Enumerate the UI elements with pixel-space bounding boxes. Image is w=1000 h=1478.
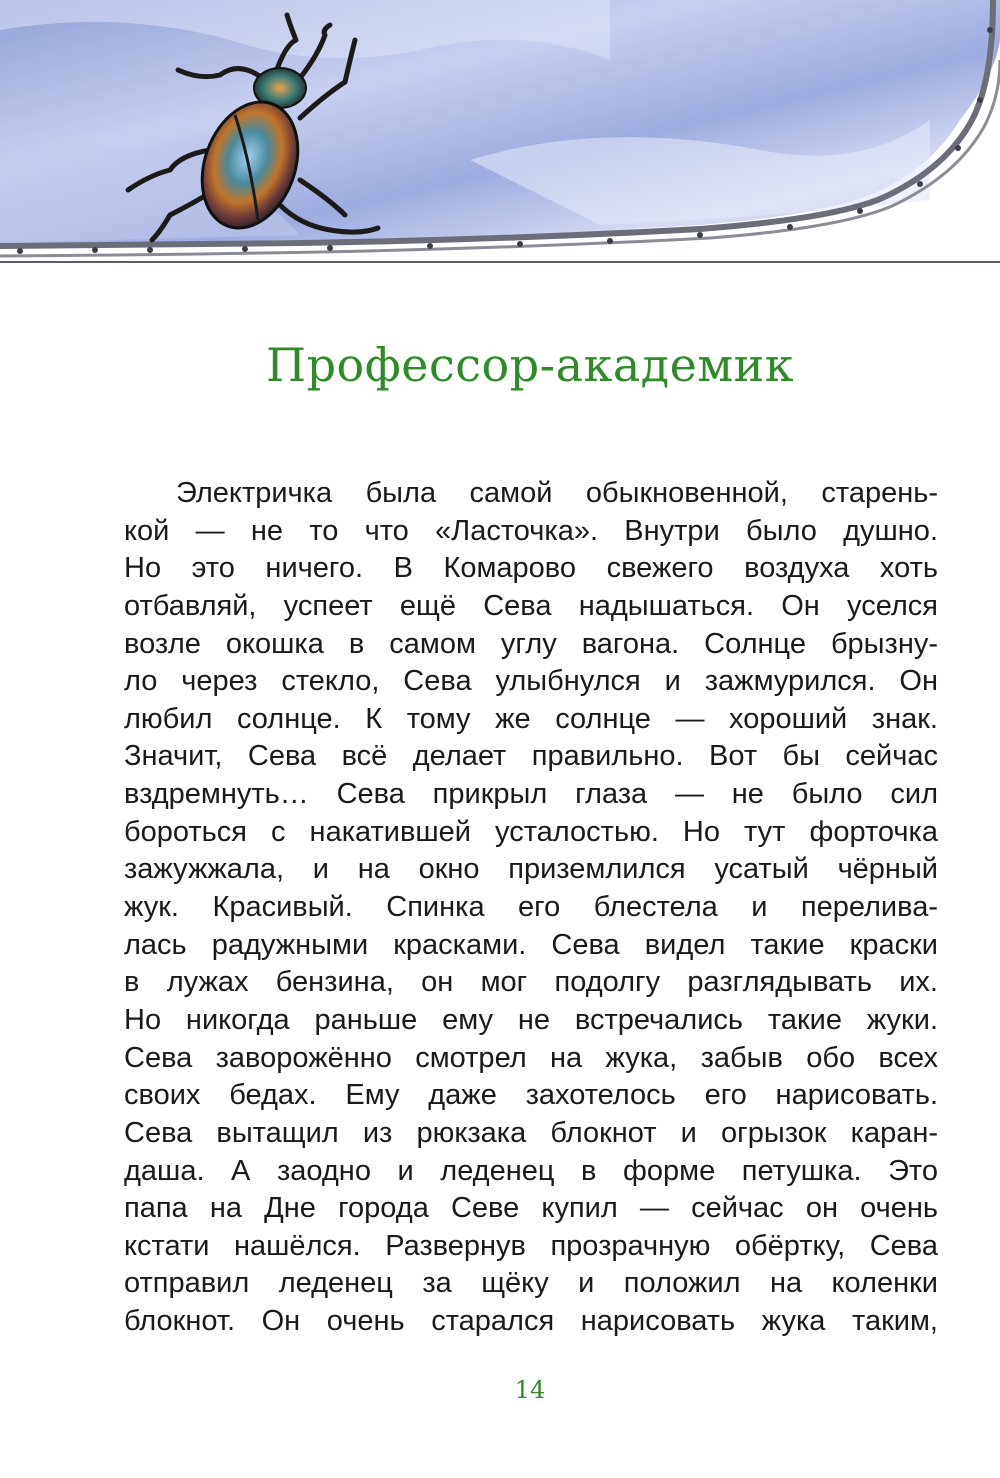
text-line: папа на Дне города Севе купил — сейчас он очень	[124, 1192, 938, 1225]
text-line: жук. Красивый. Спинка его блестела и перелива-	[124, 891, 938, 924]
text-line: даша. А заодно и леденец в форме петушка. Это	[124, 1154, 938, 1187]
text-line: Но это ничего. В Комарово свежего воздуха хоть	[124, 552, 938, 585]
text-line: в лужах бензина, он мог подолгу разглядывать их.	[124, 966, 938, 999]
text-line: ло через стекло, Сева улыбнулся и зажмурился. Он	[124, 665, 938, 698]
text-line: своих бедах. Ему даже захотелось его нарисовать.	[124, 1079, 938, 1112]
text-line: лась радужными красками. Сева видел такие краски	[124, 928, 938, 961]
text-line: Но никогда раньше ему не встречались такие жуки.	[124, 1003, 938, 1036]
text-line: кстати нашёлся. Развернув прозрачную обёртку, Сева	[124, 1229, 938, 1262]
text-line: возле окошка в самом углу вагона. Солнце брызну-	[124, 627, 938, 660]
page-number: 14	[514, 1376, 546, 1404]
text-line: Значит, Сева всё делает правильно. Вот бы сейчас	[124, 740, 938, 773]
chapter-title: Профессор-академик	[265, 338, 795, 392]
text-line: Сева вытащил из рюкзака блокнот и огрызок каран-	[124, 1116, 938, 1149]
text-line: вздремнуть… Сева прикрыл глаза — не было сил	[124, 778, 938, 811]
text-line: бороться с накатившей усталостью. Но тут форточка	[124, 815, 938, 848]
text-line: Сева заворожённо смотрел на жука, забыв обо всех	[124, 1041, 938, 1074]
text-line: кой — не то что «Ласточка». Внутри было душно.	[124, 514, 938, 547]
text-line: отбавляй, успеет ещё Сева надышаться. Он уселся	[124, 589, 938, 622]
text-line: блокнот. Он очень старался нарисовать жука таким,	[124, 1305, 938, 1338]
text-line: зажужжала, и на окно приземлился усатый чёрный	[124, 853, 938, 886]
text-line: любил солнце. К тому же солнце — хороший знак.	[124, 702, 938, 735]
header-illustration	[0, 0, 1000, 280]
text-line: отправил леденец за щёку и положил на коленки	[124, 1267, 938, 1300]
text-line: Электричка была самой обыкновенной, старень-	[176, 477, 938, 509]
body-text	[124, 475, 938, 1341]
